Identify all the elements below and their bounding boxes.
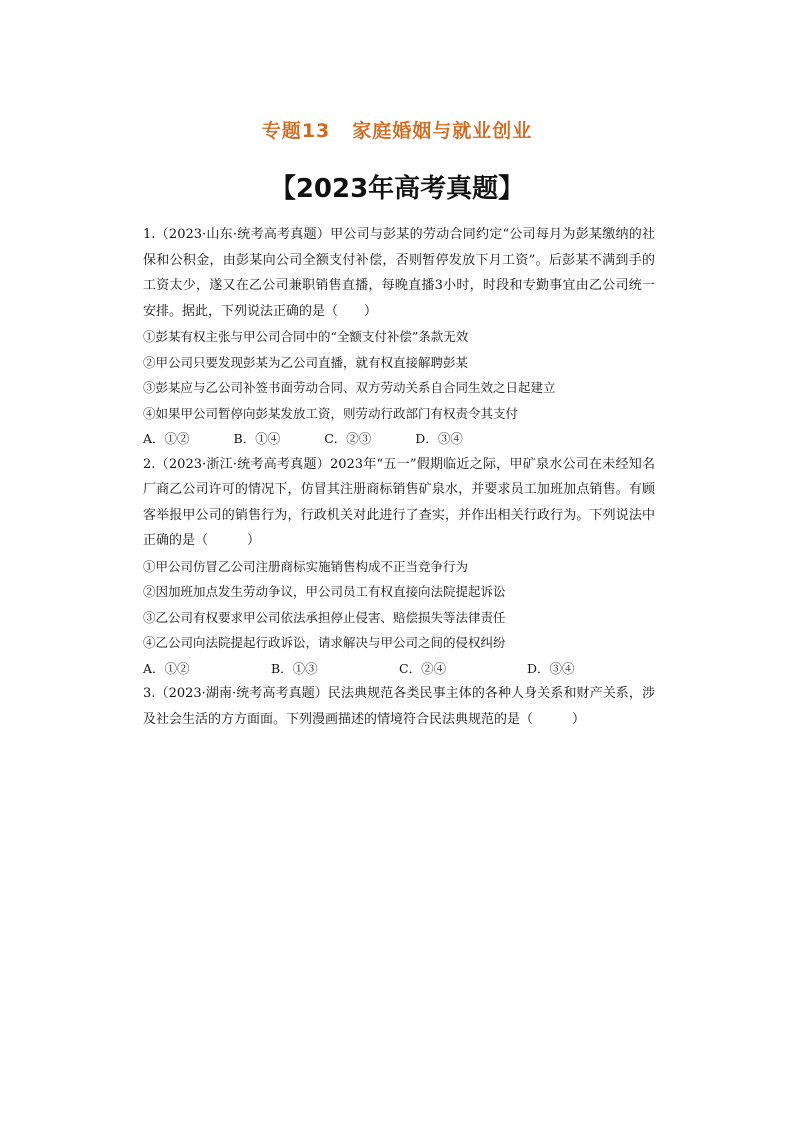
choice-c[interactable]: C．②③ xyxy=(324,431,372,446)
title-number: 专题13 xyxy=(261,120,331,142)
question-stem: 2.（2023·浙江·统考高考真题）2023年“五一”假期临近之际，甲矿泉水公司在未经知名厂商乙公司许可的情况下，仿冒其注册商标销售矿泉水，并要求员工加班加点销售。有顾客举报甲公司的销售行为，行政机关对此进行了查实，并作出相关行政行为。下列说法中正确的是（ ） xyxy=(143,456,655,548)
choice-d[interactable]: D．③④ xyxy=(415,431,463,446)
question-3 xyxy=(143,681,655,732)
statement-option: ④乙公司向法院提起行政诉讼，请求解决与甲公司之间的侵权纠纷 xyxy=(143,635,506,650)
choice-a[interactable]: A．①② xyxy=(143,660,190,676)
statement-option: ②甲公司只要发现彭某为乙公司直播，就有权直接解聘彭某 xyxy=(143,354,469,370)
statement-option: ③乙公司有权要求甲公司依法承担停止侵害、赔偿损失等法律责任 xyxy=(143,609,506,625)
choice-d[interactable]: D．③④ xyxy=(527,660,575,676)
statement-option: ②因加班加点发生劳动争议，甲公司员工有权直接向法院提起诉讼 xyxy=(143,584,506,599)
document-title xyxy=(0,116,794,143)
question-stem: 3.（2023·湖南·统考高考真题）民法典规范各类民事主体的各种人身关系和财产关系，涉及社会生活的方方面面。下列漫画描述的情境符合民法典规范的是（ ） xyxy=(143,686,655,727)
choice-c[interactable]: C．②④ xyxy=(399,660,447,676)
statement-option: ④如果甲公司暂停向彭某发放工资，则劳动行政部门有权责令其支付 xyxy=(143,405,519,421)
question-2 xyxy=(143,452,655,682)
section-heading: 【2023年高考真题】 xyxy=(269,174,525,204)
title-text: 家庭婚姻与就业创业 xyxy=(352,120,533,142)
statement-option: ③彭某应与乙公司补签书面劳动合同、双方劳动关系自合同生效之日起建立 xyxy=(143,380,556,395)
choice-b[interactable]: B．①③ xyxy=(271,660,318,676)
question-stem: 1.（2023·山东·统考高考真题）甲公司与彭某的劳动合同约定“公司每月为彭某缴纳的社保和公积金，由彭某向公司全额支付补偿，否则暂停发放下月工资”。后彭某不满到手的工资太少，遂又在乙公司兼职销售直播，每晚直播3小时，时段和专勤事宜由乙公司统一安排。据此，下列说法正确的是（ ） xyxy=(143,227,655,319)
statement-option: ①彭某有权主张与甲公司合同中的“全额支付补偿”条款无效 xyxy=(143,329,469,344)
answer-choices xyxy=(143,656,655,682)
choice-b[interactable]: B．①④ xyxy=(233,431,281,446)
choice-a[interactable]: A．①② xyxy=(143,431,190,446)
question-list xyxy=(143,222,655,732)
answer-choices xyxy=(143,426,655,452)
question-1 xyxy=(143,222,655,452)
statement-option: ①甲公司仿冒乙公司注册商标实施销售构成不正当竞争行为 xyxy=(143,558,469,574)
